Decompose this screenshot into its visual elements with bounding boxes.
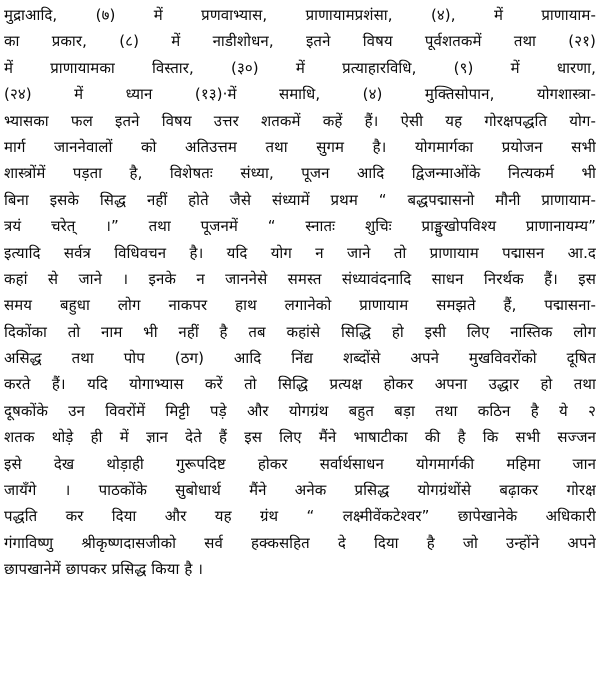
text-line-6: मार्ग जाननेवालों को अतिउत्तम तथा सुगम है। योगमार्गका प्रयोजन सभी bbox=[4, 137, 596, 156]
text-line-1: मुद्राआदि, (७) में प्रणवाभ्यास, प्राणायामप्रशंसा, (४), में प्राणायाम- bbox=[4, 6, 596, 24]
text-line-12: समय बहुधा लोग नाकपर हाथ लगानेको प्राणायाम समझते हैं, पद्मासना- bbox=[4, 296, 596, 315]
text-line-4: (२४) में ध्यान (१३)·में समाधि, (४) मुक्तिसोपान, योगशास्त्रा- bbox=[4, 85, 596, 104]
text-line-22: छापखानेमें छापकर प्रसिद्ध किया है । bbox=[4, 560, 204, 579]
text-line-8: बिना इसके सिद्ध नहीं होते जैसे संध्यामें प्रथम “ बद्धपद्मासनो मौनी प्राणायाम- bbox=[4, 190, 596, 209]
text-line-15: करते हैं। यदि योगाभ्यास करें तो सिद्धि प्रत्यक्ष होकर अपना उद्धार हो तथा bbox=[4, 375, 596, 394]
text-line-5: भ्यासका फल इतने विषय उत्तर शतकमें कहें हैं। ऐसी यह गोरक्षपद्धति योग- bbox=[4, 111, 596, 130]
text-line-9: त्रयं चरेत् ।” तथा पूजनमें “ स्नातः शुचिः प्राङ्मुखोपविश्य प्राणानायम्य” bbox=[4, 217, 596, 236]
paragraph bbox=[4, 2, 596, 583]
text-line-17: शतक थोड़े ही में ज्ञान देते हैं इस लिए मैंने भाषाटीका की है कि सभी सज्जन bbox=[4, 428, 596, 447]
text-line-7: शास्त्रोंमें पड़ता है, विशेषतः संध्या, पूजन आदि द्विजन्माओंके नित्यकर्म भी bbox=[4, 164, 596, 183]
text-line-2: का प्रकार, (८) में नाडीशोधन, इतने विषय पूर्वशतकमें तथा (२१) bbox=[4, 32, 596, 51]
text-line-16: दूषकोंके उन विवरोंमें मिट्टी पड़े और योगग्रंथ बहुत बड़ा तथा कठिन है ये २ bbox=[4, 401, 596, 420]
text-line-13: दिकोंका तो नाम भी नहीं है तब कहांसे सिद्धि हो इसी लिए नास्तिक लोग bbox=[4, 322, 596, 341]
text-line-14: असिद्ध तथा पोप (ठग) आदि निंद्य शब्दोंसे अपने मुखविवरोंको दूषित bbox=[4, 349, 596, 368]
text-line-19: जायँगे । पाठकोंके सुबोधार्थ मैंने अनेक प्रसिद्ध योगग्रंथोंसे बढ़ाकर गोरक्ष bbox=[4, 481, 596, 500]
text-line-3: में प्राणायामका विस्तार, (३०) में प्रत्याहारविधि, (९) में धारणा, bbox=[4, 58, 596, 77]
text-line-21: गंगाविष्णु श्रीकृष्णदासजीको सर्व हक्कसहित दे दिया है जो उन्होंने अपने bbox=[4, 533, 596, 552]
text-line-20: पद्धति कर दिया और यह ग्रंथ “ लक्ष्मीवेंकटेश्वर” छापेखानेके अधिकारी bbox=[4, 507, 596, 526]
text-line-18: इसे देख थोड़ाही गुरूपदिष्ट होकर सर्वार्थसाधन योगमार्गकी महिमा जान bbox=[4, 454, 596, 473]
text-line-10: इत्यादि सर्वत्र विधिवचन है। यदि योग न जाने तो प्राणायाम पद्मासन आ.द bbox=[4, 243, 596, 262]
text-line-11: कहां से जाने । इनके न जाननेसे समस्त संध्यावंदनादि साधन निरर्थक हैं। इस bbox=[4, 269, 596, 288]
